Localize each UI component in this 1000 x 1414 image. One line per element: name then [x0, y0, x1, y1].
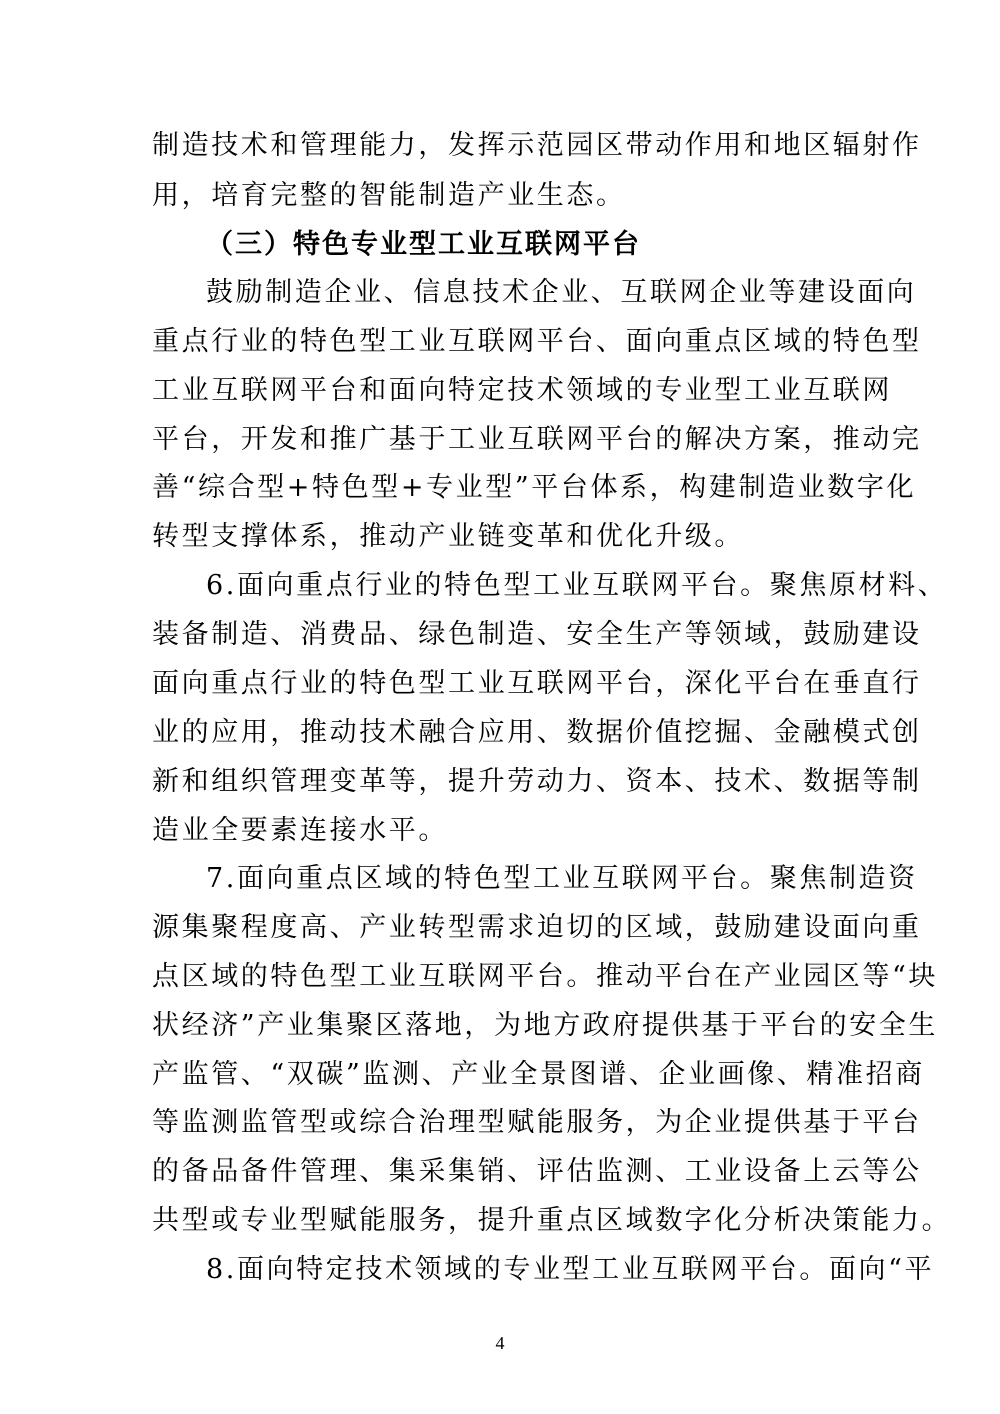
body-line-14: 新和组织管理变革等，提升劳动力、资本、技术、数据等制: [152, 766, 922, 797]
body-line-13: 业的应用，推动技术融合应用、数据价值挖掘、金融模式创: [152, 717, 922, 748]
body-line-24: 8.面向特定技术领域的专业型工业互联网平台。面向“平: [206, 1254, 935, 1285]
body-line-11: 装备制造、消费品、绿色制造、安全生产等领域，鼓励建设: [152, 619, 922, 650]
body-line-19: 状经济”产业集聚区落地，为地方政府提供基于平台的安全生: [152, 1010, 939, 1041]
body-line-7: 平台，开发和推广基于工业互联网平台的解决方案，推动完: [152, 424, 922, 455]
body-line-6: 工业互联网平台和面向特定技术领域的专业型工业互联网: [152, 375, 892, 406]
body-line-16: 7.面向重点区域的特色型工业互联网平台。聚焦制造资: [206, 863, 918, 894]
body-line-17: 源集聚程度高、产业转型需求迫切的区域，鼓励建设面向重: [152, 912, 922, 943]
body-line-15: 造业全要素连接水平。: [152, 815, 448, 846]
body-line-8: 善“综合型+特色型+专业型”平台体系，构建制造业数字化: [152, 472, 917, 503]
body-line-10: 6.面向重点行业的特色型工业互联网平台。聚焦原材料、: [206, 570, 948, 601]
body-line-2: 用，培育完整的智能制造产业生态。: [152, 180, 626, 211]
body-line-5: 重点行业的特色型工业互联网平台、面向重点区域的特色型: [152, 326, 922, 357]
body-line-4: 鼓励制造企业、信息技术企业、互联网企业等建设面向: [206, 277, 917, 308]
body-line-22: 的备品备件管理、集采集销、评估监测、工业设备上云等公: [152, 1156, 922, 1187]
body-line-20: 产监管、“双碳”监测、产业全景图谱、企业画像、精准招商: [152, 1059, 925, 1090]
body-line-18: 点区域的特色型工业互联网平台。推动平台在产业园区等“块: [152, 961, 939, 992]
body-line-12: 面向重点行业的特色型工业互联网平台，深化平台在垂直行: [152, 668, 922, 699]
body-line-1: 制造技术和管理能力，发挥示范园区带动作用和地区辐射作: [152, 130, 922, 161]
body-line-21: 等监测监管型或综合治理型赋能服务，为企业提供基于平台: [152, 1107, 922, 1138]
body-line-23: 共型或专业型赋能服务，提升重点区域数字化分析决策能力。: [152, 1205, 952, 1236]
page-number: 4: [495, 1333, 505, 1353]
section-heading: （三）特色专业型工业互联网平台: [206, 229, 641, 260]
body-line-9: 转型支撑体系，推动产业链变革和优化升级。: [152, 521, 744, 552]
